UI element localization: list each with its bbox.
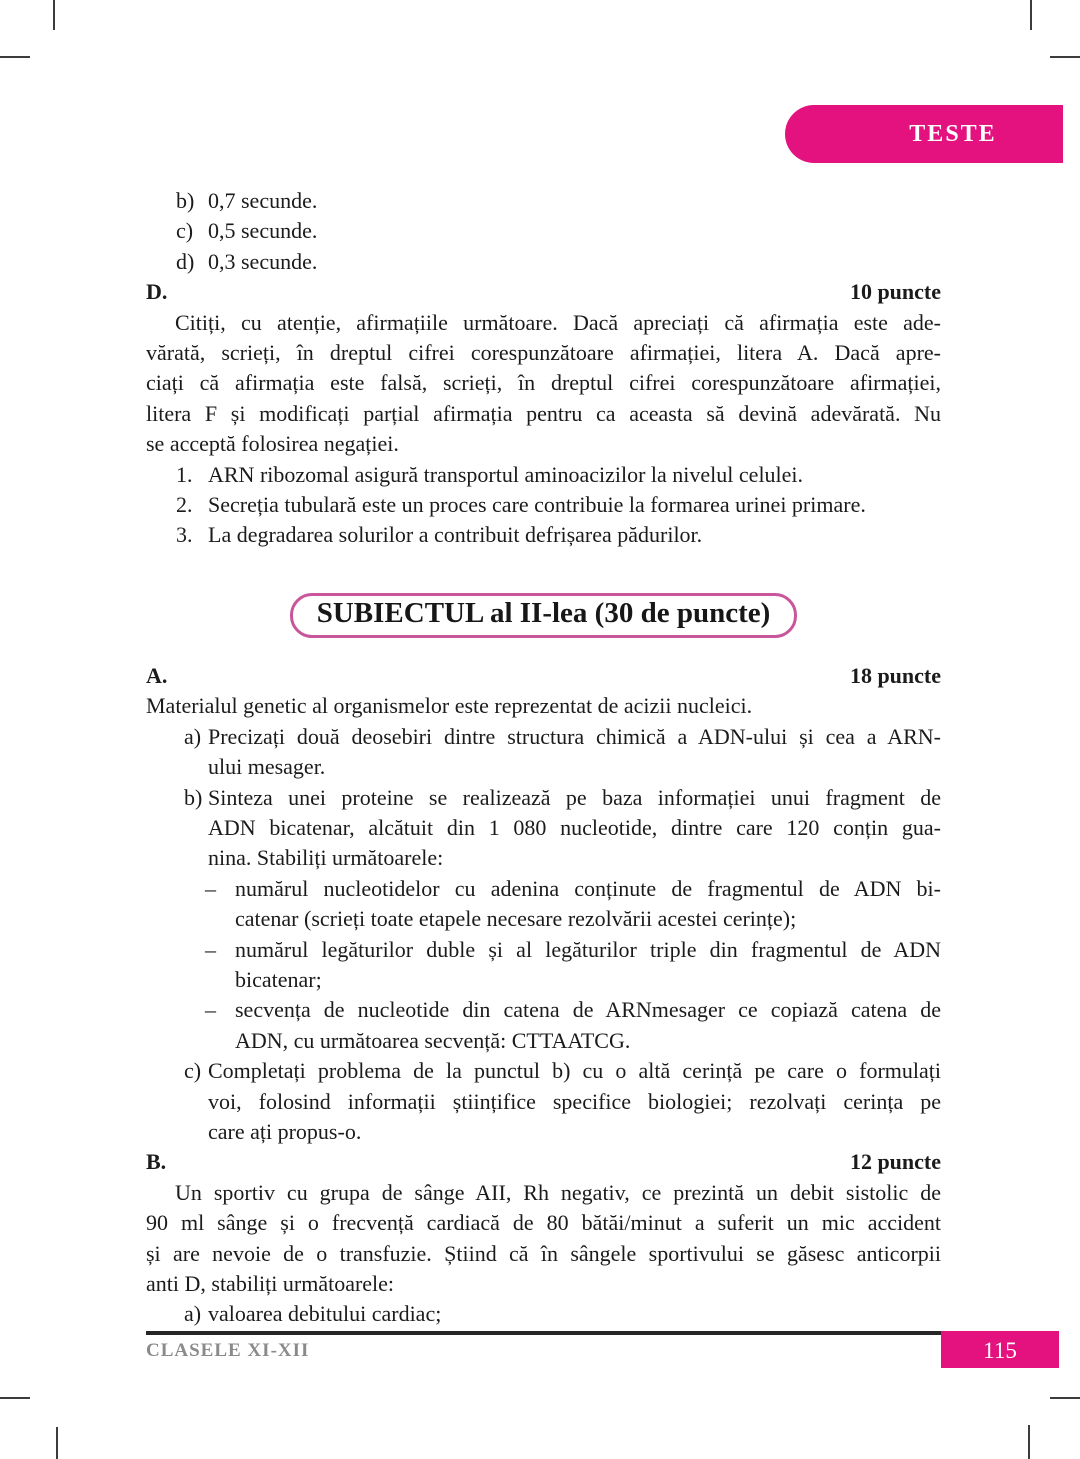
- list-item-text: [235, 874, 941, 935]
- section-d-heading: [146, 277, 941, 307]
- option-row: [146, 216, 941, 246]
- section-a-heading: [146, 661, 941, 691]
- text-line: numărul legăturilor duble și al legăturilor triple din fragmentul de ADN: [235, 936, 941, 962]
- statement-number: 1.: [176, 461, 193, 487]
- section-a-intro: Materialul genetic al organismelor este reprezentat de acizii nucleici.: [146, 693, 753, 719]
- list-item: [146, 1299, 941, 1329]
- text-line: ciați că afirmația este falsă, scrieți, în dreptul cifrei corespunzătoare afirmației,: [146, 370, 941, 396]
- section-a-points: 18 puncte: [849, 662, 941, 688]
- text-line: ului mesager.: [208, 754, 326, 780]
- list-item: [146, 722, 941, 783]
- text-line: vărată, scrieți, în dreptul cifrei corespunzătoare afirmației, litera A. Dacă apre-: [146, 340, 941, 366]
- list-item: [146, 935, 941, 996]
- option-row: [146, 186, 941, 216]
- statement-row: [146, 490, 941, 520]
- text-line: Sinteza unei proteine se realizează pe baza informației unui fragment de: [208, 784, 941, 810]
- section-b-paragraph: [146, 1178, 941, 1300]
- list-item-dash: –: [205, 875, 216, 901]
- section-a-label: A.: [146, 662, 168, 688]
- crop-mark: [1028, 1425, 1030, 1459]
- option-row: [146, 247, 941, 277]
- text-line: Completați problema de la punctul b) cu o altă cerință pe care o formulați: [208, 1058, 941, 1084]
- text-line: bicatenar;: [235, 966, 322, 992]
- crop-mark: [53, 0, 55, 30]
- text-line: nina. Stabiliți următoarele:: [208, 845, 444, 871]
- text-line: anti D, stabiliți următoarele:: [146, 1271, 395, 1296]
- text-line: care ați propus-o.: [208, 1118, 362, 1144]
- option-label: c): [176, 218, 194, 244]
- crop-mark: [56, 1427, 58, 1459]
- list-item: [146, 783, 941, 874]
- list-item-label: a): [184, 723, 202, 749]
- text-line: catenar (scrieți toate etapele necesare rezolvării acestei cerințe);: [235, 906, 797, 932]
- subject-title-wrap: [146, 593, 941, 641]
- page-number-badge: 115: [941, 1331, 1059, 1368]
- text-line: litera F și modificați parțial afirmația pentru ca aceasta să devină adevărată. Nu: [146, 400, 941, 426]
- text-line: numărul nucleotidelor cu adenina conținute de fragmentul de ADN bi-: [235, 875, 941, 901]
- text-line: 90 ml sânge și o frecvență cardiacă de 80 bătăi/minut a suferit un mic accident: [146, 1210, 941, 1236]
- text-line: Precizați două deosebiri dintre structura chimică a ADN-ului și cea a ARN-: [208, 723, 941, 749]
- list-item-dash: –: [205, 997, 216, 1023]
- statement-text: Secreția tubulară este un proces care contribuie la formarea urinei primare.: [208, 492, 866, 518]
- statement-number: 3.: [176, 522, 193, 548]
- section-d-points: 10 puncte: [849, 279, 941, 305]
- statement-text: La degradarea solurilor a contribuit defrișarea pădurilor.: [208, 522, 703, 548]
- section-d-label: D.: [146, 279, 168, 305]
- text-line: ADN bicatenar, alcătuit din 1 080 nucleotide, dintre care 120 conțin gua-: [208, 814, 941, 840]
- option-text: 0,7 secunde.: [208, 188, 318, 213]
- section-d-paragraph: [146, 308, 941, 460]
- list-item-text: [208, 1056, 941, 1147]
- statement-row: [146, 460, 941, 490]
- text-line: și are nevoie de o transfuzie. Știind că în sângele sportivului se găsesc anticorpii: [146, 1240, 941, 1266]
- footer-classes-label: CLASELE XI-XII: [146, 1340, 310, 1361]
- section-b-heading: [146, 1147, 941, 1177]
- subject-title-box: SUBIECTUL al II-lea (30 de puncte): [290, 593, 798, 638]
- crop-mark: [1030, 0, 1032, 30]
- statement-text: ARN ribozomal asigură transportul aminoacizilor la nivelul celulei.: [208, 461, 804, 487]
- crop-mark: [0, 56, 30, 58]
- chapter-tab-badge: TESTE: [785, 105, 1063, 163]
- option-label: d): [176, 248, 195, 274]
- section-b-points: 12 puncte: [849, 1149, 941, 1175]
- text-line: Un sportiv cu grupa de sânge AII, Rh negativ, ce prezintă un debit sistolic de: [175, 1179, 941, 1205]
- list-item: [146, 874, 941, 935]
- text-line: se acceptă folosirea negației.: [146, 431, 399, 457]
- text-line: Citiți, cu atenție, afirmațiile următoare. Dacă apreciați că afirmația este ade-: [175, 309, 941, 335]
- crop-mark: [1050, 56, 1080, 58]
- section-b-label: B.: [146, 1149, 167, 1175]
- text-line: voi, folosind informații științifice specifice biologiei; rezolvați cerința pe: [208, 1088, 941, 1114]
- option-text: 0,3 secunde.: [208, 248, 318, 274]
- option-text: 0,5 secunde.: [208, 218, 318, 244]
- list-item-text: valoarea debitului cardiac;: [208, 1301, 442, 1327]
- footer-rule: [146, 1331, 1059, 1335]
- text-line: secvența de nucleotide din catena de ARNmesager ce copiază catena de: [235, 997, 941, 1023]
- list-item-text: [235, 995, 941, 1056]
- crop-mark: [1050, 1397, 1080, 1399]
- statement-number: 2.: [176, 492, 193, 518]
- list-item-text: [235, 935, 941, 996]
- option-label: b): [176, 188, 195, 213]
- statement-row: [146, 520, 941, 550]
- list-item-text: [208, 722, 941, 783]
- list-item: [146, 995, 941, 1056]
- list-item-dash: –: [205, 936, 216, 962]
- text-line: ADN, cu următoarea secvență: CTTAATCG.: [235, 1027, 631, 1053]
- list-item-label: b): [184, 784, 203, 810]
- crop-mark: [0, 1397, 30, 1399]
- page-content: [146, 186, 941, 1330]
- list-item: [146, 1056, 941, 1147]
- list-item-text: [208, 783, 941, 874]
- list-item-label: a): [184, 1301, 202, 1327]
- list-item-label: c): [184, 1058, 202, 1084]
